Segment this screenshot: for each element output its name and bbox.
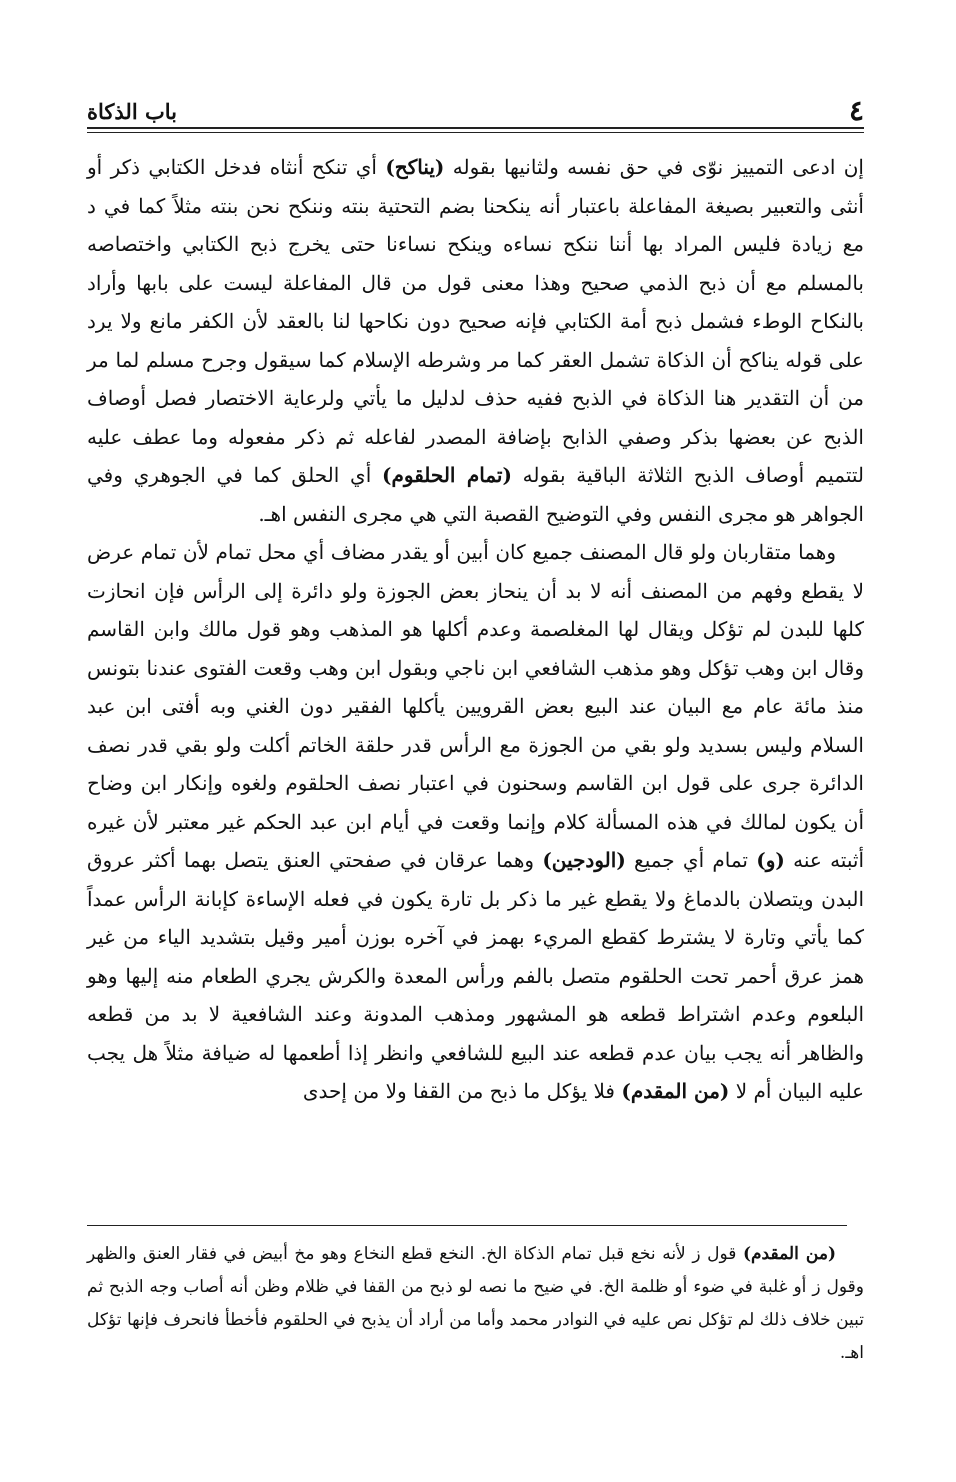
- header-rule-thin: [87, 132, 864, 133]
- text-run: أي الحلق كما في الجوهري وفي الجواهر هو مجرى النفس وفي التوضيح القصبة التي هي مجرى النفس اهـ.: [87, 463, 864, 526]
- footnote-term: (من المقدم): [742, 1244, 836, 1264]
- paragraph-1: [87, 148, 864, 533]
- running-header: [87, 96, 864, 130]
- text-run: فلا يؤكل ما ذبح من القفا ولا من إحدى: [302, 1079, 622, 1103]
- text-run: وهما عرقان في صفحتي العنق يتصل بهما أكثر عروق البدن ويتصلان بالدماغ ولا يقطع غير ما ذكر بل تارة يكون في فعله الإساءة كإبانة الرأس عمداً كما يأتي وتارة لا يشترط كقطع المريء بهمز في آخره بوزن أمير وقيل بتشديد الياء من غير همز عرق أحمر تحت الحلقوم متصل بالفم ورأس المعدة والكرش يجري الطعام منه إليها وهو البلعوم وعدم اشتراط قطعه هو المشهور ومذهب المدونة وعند الشافعية لا بد من قطعه والظاهر أنه يجب بيان عدم قطعه عند البيع للشافعي وانظر إذا أطعمها له ضيافة مثلاً هل يجب عليه البيان أم لا: [87, 848, 864, 1103]
- footnote-paragraph: [87, 1238, 864, 1370]
- paragraph-2: [87, 533, 864, 1111]
- footnote-separator: [87, 1225, 847, 1226]
- matn-term: (من المقدم): [621, 1079, 730, 1103]
- footnote-text: قول ز لأنه نخع قبل تمام الذكاة الخ. النخع قطع النخاع وهو مخ أبيض في فقار العنق والظهر وقول ز أو غلبة في ضوء أو ظلمة الخ. في ضيح ما نصه لو ذبح من القفا في ظلام وظن أنه أصاب وجه الذبح ثم تبين خلاف ذلك لم تؤكل نص عليه في النوادر محمد وأما من أراد أن يذبح في الحلقوم فأخطأ فانحرف فإنها تؤكل اهـ.: [87, 1244, 864, 1363]
- page-number: ٤: [848, 94, 864, 127]
- matn-term: (تمام الحلقوم): [382, 463, 512, 487]
- footnote: [87, 1238, 864, 1370]
- chapter-title: باب الذكاة: [87, 99, 177, 124]
- matn-term: (و): [756, 848, 785, 872]
- header-rule: [87, 127, 864, 129]
- matn-term: (يناكح): [385, 155, 445, 179]
- main-text: [87, 148, 864, 1111]
- text-run: إن ادعى التمييز نوّى في حق نفسه ولثانيها بقوله: [444, 155, 864, 179]
- text-run: وهما متقاربان ولو قال المصنف جميع كان أبين أو يقدر مضاف أي محل تمام لأن تمام عرض لا يقطع وفهم من المصنف أنه لا بد أن ينحاز بعض الجوزة ولو دائرة إلى الرأس فإن انحازت كلها للبدن لم تؤكل ويقال لها المغلصمة وعدم أكلها هو المذهب وهو قول مالك وابن القاسم وقال ابن وهب تؤكل وهو مذهب الشافعي ابن ناجي وبقول ابن وهب وقعت الفتوى عندنا بتونس منذ مائة عام مع البيان عند البيع بعض القرويين يأكلها الفقير دون الغني وبه أفتى ابن عبد السلام وليس بسديد ولو بقي من الجوزة مع الرأس قدر حلقة الخاتم أكلت ولو بقي قدر نصف الدائرة جرى على قول ابن القاسم وسحنون في اعتبار نصف الحلقوم ولغوه وإنكار ابن وضاح أن يكون لمالك في هذه المسألة كلام وإنما وقعت في أيام ابن عبد الحكم غير معتبر لأن غيره أثبته عنه: [87, 540, 865, 872]
- matn-term: (الودجين): [542, 848, 626, 872]
- text-run: تمام أي جميع: [625, 848, 757, 872]
- text-run: أي تنكح أنثاه فدخل الكتابي ذكر أو أنثى والتعبير بصيغة المفاعلة باعتبار أنه ينكحنا بضم التحتية بنته وننكح نحن بنته مثلاً كما في د مع زيادة فليس المراد بها أننا ننكح نساءه وينكح نساءنا حتى يخرج ذبح الكتابي واختصاصه بالمسلم مع أن ذبح الذمي صحيح وهذا معنى قول من قال المفاعلة ليست على بابها وأراد بالنكاح الوطء فشمل ذبح أمة الكتابي فإنه صحيح دون نكاحها لنا بالعقد لأن الكفر مانع ولا يرد على قوله يناكح أن الذكاة تشمل العقر كما مر وشرطه الإسلام كما سيقول وجرح مسلم لما مر من أن التقدير هنا الذكاة في الذبح ففيه حذف لدليل ما يأتي ولرعاية الاختصار فصل أوصاف الذبح عن بعضها بذكر وصفي الذابح بإضافة المصدر لفاعله ثم ذكر مفعوله وما عطف عليه لتتميم أوصاف الذبح الثلاثة الباقية بقوله: [87, 155, 864, 487]
